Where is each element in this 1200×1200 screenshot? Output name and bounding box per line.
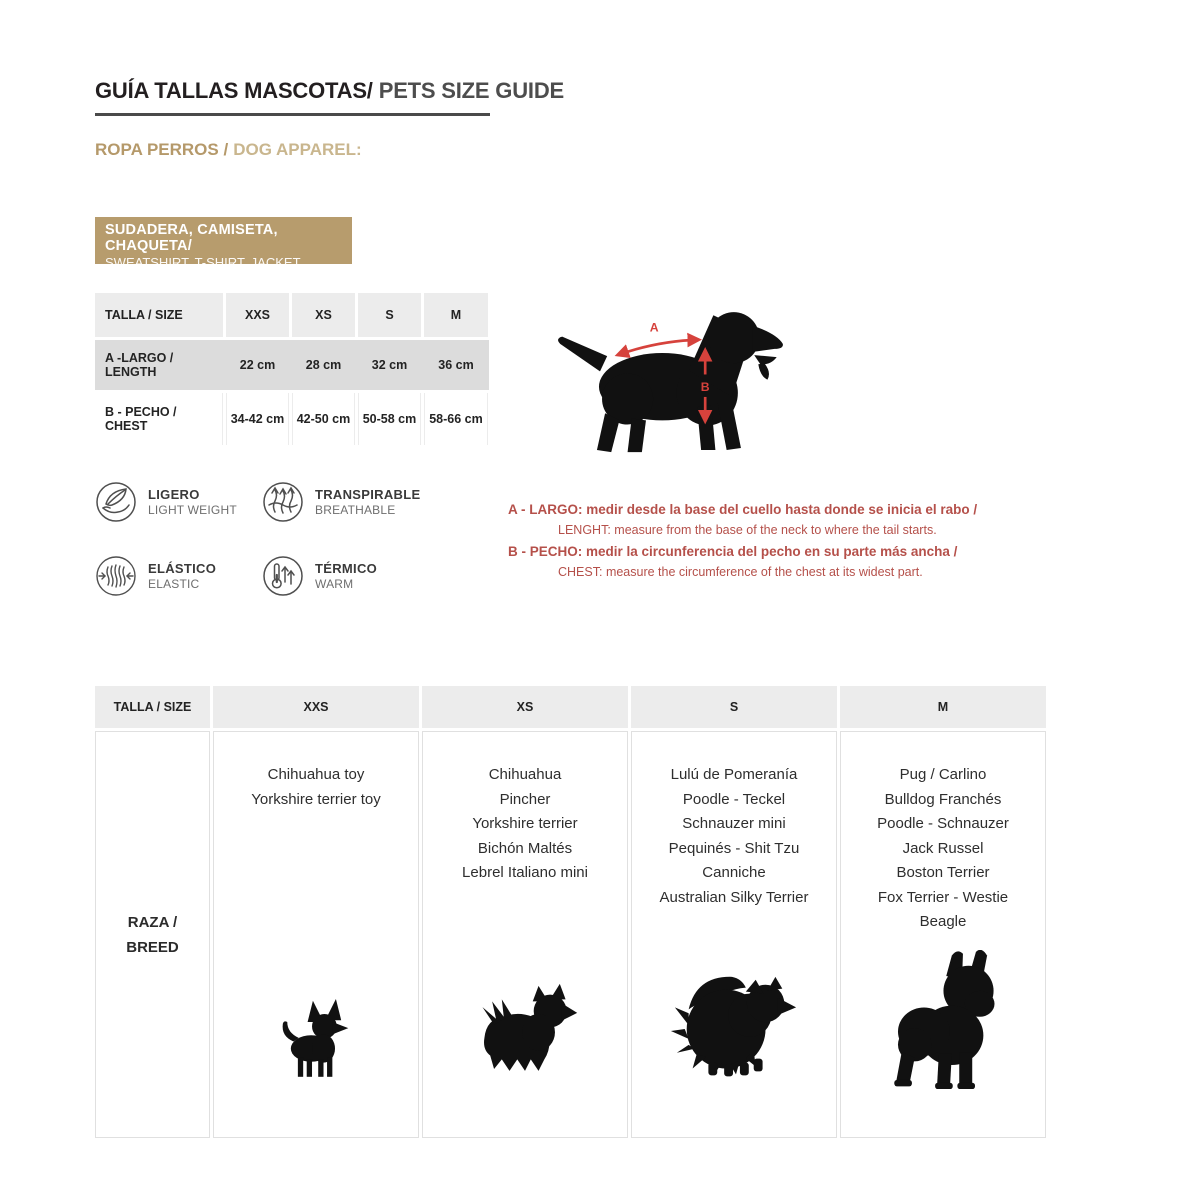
labrador-silhouette — [552, 296, 792, 456]
feature-breathable-label-en: BREATHABLE — [315, 503, 396, 517]
chihuahua-silhouette — [274, 999, 358, 1079]
chest-row-label: B - PECHO / CHEST — [95, 393, 223, 445]
breed-item: Beagle — [919, 913, 967, 930]
breed-cell-s — [631, 731, 837, 1138]
breed-row-label-en: BREED — [126, 938, 179, 956]
breed-item: Poodle - Schnauzer — [877, 815, 1009, 832]
length-m: 36 cm — [438, 358, 474, 372]
breed-list-xs — [423, 732, 627, 886]
note-b-label-en: CHEST: — [558, 565, 603, 579]
breed-cell-m — [840, 731, 1046, 1138]
size-table-corner-header: TALLA / SIZE — [95, 293, 223, 337]
diagram-label-b: B — [700, 379, 710, 394]
breed-item: Pug / Carlino — [899, 766, 987, 783]
breed-item: Yorkshire terrier — [472, 815, 578, 832]
breed-item: Lulú de Pomeranía — [670, 766, 798, 783]
breed-item: Bichón Maltés — [477, 839, 573, 857]
pomeranian-silhouette — [665, 964, 803, 1077]
feature-elastic-label-en: ELASTIC — [148, 577, 200, 591]
note-a-label-en: LENGHT: — [558, 523, 611, 537]
length-s: 32 cm — [371, 358, 408, 372]
breed-table — [95, 686, 1046, 1138]
breed-cell-xxs — [213, 731, 419, 1138]
length-xs: 28 cm — [305, 358, 342, 372]
page-title-es: GUÍA TALLAS MASCOTAS/ — [95, 78, 373, 103]
breed-item: Jack Russel — [902, 839, 984, 857]
note-b-en — [508, 562, 978, 583]
breed-item: Canniche — [702, 864, 766, 881]
note-b-text-es: medir la circunferencia del pecho en su parte más ancha / — [586, 544, 958, 559]
title-underline — [95, 113, 490, 116]
category-banner — [95, 217, 352, 270]
feather-lightweight-icon — [95, 481, 137, 523]
note-a-text-es: medir desde la base del cuello hasta donde se inicia el rabo / — [586, 502, 978, 517]
note-a-label-es: A - LARGO: — [508, 502, 583, 517]
breed-item: Pincher — [499, 790, 551, 808]
feature-breathable — [262, 481, 420, 523]
banner-line-es: SUDADERA, CAMISETA, CHAQUETA/ — [105, 222, 278, 254]
breed-col-xs: XS — [422, 686, 628, 728]
diagram-label-a: A — [649, 320, 659, 335]
section-subtitle — [95, 140, 362, 160]
note-a-text-en: measure from the base of the neck to where the tail starts. — [614, 523, 937, 537]
size-col-s: S — [358, 293, 421, 337]
breed-table-corner-header: TALLA / SIZE — [95, 686, 210, 728]
subtitle-es: ROPA PERROS / — [95, 140, 229, 159]
size-col-m: M — [424, 293, 488, 337]
breed-table-header — [95, 686, 1046, 728]
measurement-diagram — [552, 296, 792, 456]
breed-row-label — [95, 731, 210, 1138]
breed-item: Schnauzer mini — [682, 815, 786, 832]
chest-xxs: 34-42 cm — [226, 393, 289, 445]
length-row-label: A -LARGO / LENGTH — [105, 351, 174, 379]
breed-item: Fox Terrier - Westie — [877, 888, 1009, 906]
chest-xs: 42-50 cm — [292, 393, 355, 445]
breed-list-m — [841, 732, 1045, 935]
breed-list-xxs — [214, 732, 418, 812]
page-title-en: PETS SIZE GUIDE — [378, 78, 564, 103]
note-b-label-es: B - PECHO: — [508, 544, 583, 559]
feature-warm-label-en: WARM — [315, 577, 354, 591]
note-a-en — [508, 520, 978, 541]
page-title — [95, 78, 564, 104]
breed-list-s — [632, 732, 836, 910]
breed-cell-xs — [422, 731, 628, 1138]
breed-item: Yorkshire terrier toy — [251, 790, 381, 808]
size-col-xxs: XXS — [226, 293, 289, 337]
breed-item: Boston Terrier — [896, 864, 990, 881]
breed-item: Poodle - Teckel — [682, 790, 786, 808]
note-a-es — [508, 499, 978, 520]
feature-breathable-label-es: TRANSPIRABLE — [315, 487, 421, 502]
note-b-es — [508, 541, 978, 562]
chest-m: 58-66 cm — [424, 393, 488, 445]
size-table-header-row — [95, 293, 489, 337]
breed-col-m: M — [840, 686, 1046, 728]
breed-col-s: S — [631, 686, 837, 728]
breed-item: Australian Silky Terrier — [659, 888, 809, 906]
size-col-xs: XS — [292, 293, 355, 337]
elastic-icon — [95, 555, 137, 597]
feature-lightweight — [95, 481, 237, 523]
thermometer-warm-icon — [262, 555, 304, 597]
feature-warm-label-es: TÉRMICO — [315, 561, 378, 576]
length-xxs: 22 cm — [239, 358, 276, 372]
breed-item: Bulldog Franchés — [884, 790, 1002, 808]
breed-row-label-es: RAZA / — [127, 913, 178, 931]
feature-elastic-label-es: ELÁSTICO — [148, 561, 217, 576]
measurement-notes — [508, 499, 978, 583]
breed-item: Chihuahua — [488, 766, 562, 783]
feature-lightweight-label-es: LIGERO — [148, 487, 200, 502]
breed-item: Chihuahua toy — [267, 766, 365, 783]
chest-s: 50-58 cm — [358, 393, 421, 445]
breed-item: Pequinés - Shit Tzu — [668, 839, 800, 857]
breed-item: Lebrel Italiano mini — [462, 864, 588, 881]
banner-line-en: SWEATSHIRT, T-SHIRT, JACKET — [105, 255, 301, 270]
french-bulldog-silhouette — [885, 950, 1001, 1089]
feature-elastic — [95, 555, 216, 597]
size-table — [95, 293, 489, 448]
chest-row — [95, 393, 489, 445]
feature-warm — [262, 555, 377, 597]
breed-col-xxs: XXS — [213, 686, 419, 728]
note-b-text-en: measure the circumference of the chest at its widest part. — [605, 565, 923, 579]
feature-lightweight-label-en: LIGHT WEIGHT — [148, 503, 237, 517]
length-row — [95, 340, 489, 390]
long-haired-chihuahua-silhouette — [467, 982, 583, 1079]
subtitle-en: DOG APPAREL: — [233, 140, 362, 159]
breed-table-body — [95, 731, 1046, 1138]
breathable-icon — [262, 481, 304, 523]
